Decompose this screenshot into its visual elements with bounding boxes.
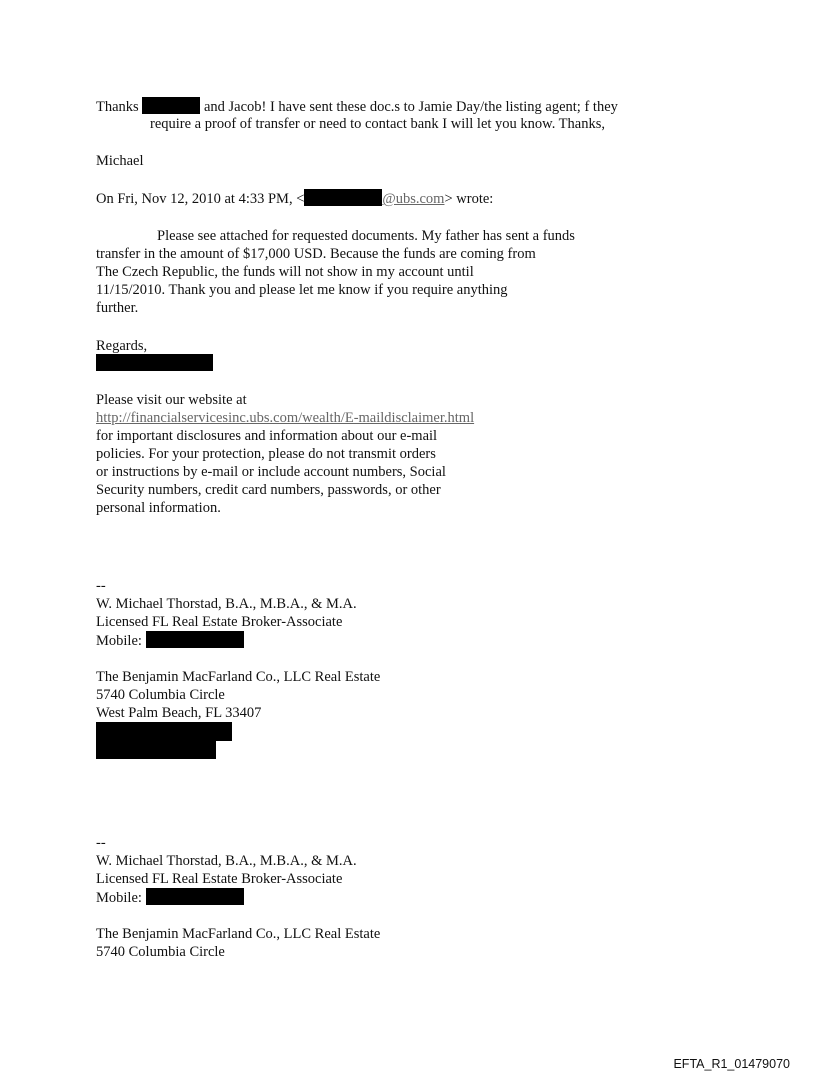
quoted-line-5: further. (96, 300, 139, 316)
signature-2-name: W. Michael Thorstad, B.A., M.B.A., & M.A. (96, 853, 357, 869)
email-link[interactable]: @ubs.com (382, 191, 445, 207)
quoted-line-1: Please see attached for requested documents. My father has sent a funds (157, 228, 575, 244)
signature-1-title: Licensed FL Real Estate Broker-Associate (96, 614, 343, 630)
mobile-label: Mobile: (96, 890, 142, 906)
signature-2-dashes: -- (96, 835, 106, 851)
signature-1-mobile (96, 631, 244, 650)
redacted-sender-name (96, 354, 213, 371)
reply-line-1 (96, 97, 618, 116)
signature-1-company: The Benjamin MacFarland Co., LLC Real Estate (96, 669, 381, 685)
disclaimer-line-3: policies. For your protection, please do not transmit orders (96, 446, 436, 462)
redacted-name (142, 97, 200, 114)
disclaimer-line-1: Please visit our website at (96, 392, 247, 408)
signature-1-street: 5740 Columbia Circle (96, 687, 225, 703)
signature-1-city: West Palm Beach, FL 33407 (96, 705, 262, 721)
reply-line-1-rest: and Jacob! I have sent these doc.s to Jamie Day/the listing agent; f they (203, 99, 618, 115)
mobile-label: Mobile: (96, 633, 142, 649)
reply-signoff: Michael (96, 153, 144, 169)
redacted-email-user (304, 189, 382, 206)
disclaimer-line-5: Security numbers, credit card numbers, passwords, or other (96, 482, 441, 498)
quoted-line-2: transfer in the amount of $17,000 USD. Because the funds are coming from (96, 246, 536, 262)
redacted-contact-block-2 (96, 741, 216, 759)
redacted-mobile (146, 888, 244, 905)
disclaimer-line-4: or instructions by e-mail or include account numbers, Social (96, 464, 446, 480)
quote-header (96, 189, 493, 208)
disclaimer-link[interactable]: http://financialservicesinc.ubs.com/wealth/E-maildisclaimer.html (96, 410, 475, 426)
quoted-line-4: 11/15/2010. Thank you and please let me know if you require anything (96, 282, 508, 298)
disclaimer-line-6: personal information. (96, 500, 221, 516)
document-id: EFTA_R1_01479070 (673, 1057, 790, 1071)
quote-header-prefix: On Fri, Nov 12, 2010 at 4:33 PM, < (96, 191, 305, 207)
quoted-line-3: The Czech Republic, the funds will not show in my account until (96, 264, 474, 280)
quote-header-suffix: > wrote: (444, 191, 494, 207)
redacted-contact-block-1 (96, 722, 232, 741)
signature-2-mobile (96, 888, 244, 907)
signature-2-company: The Benjamin MacFarland Co., LLC Real Estate (96, 926, 381, 942)
signature-1-dashes: -- (96, 578, 106, 594)
reply-line-2: require a proof of transfer or need to contact bank I will let you know. Thanks, (150, 116, 605, 132)
signature-1-name: W. Michael Thorstad, B.A., M.B.A., & M.A. (96, 596, 357, 612)
signature-2-title: Licensed FL Real Estate Broker-Associate (96, 871, 343, 887)
redacted-mobile (146, 631, 244, 648)
reply-thanks: Thanks (96, 99, 139, 115)
disclaimer-line-2: for important disclosures and information about our e-mail (96, 428, 438, 444)
quoted-regards: Regards, (96, 338, 148, 354)
signature-2-street: 5740 Columbia Circle (96, 944, 225, 960)
